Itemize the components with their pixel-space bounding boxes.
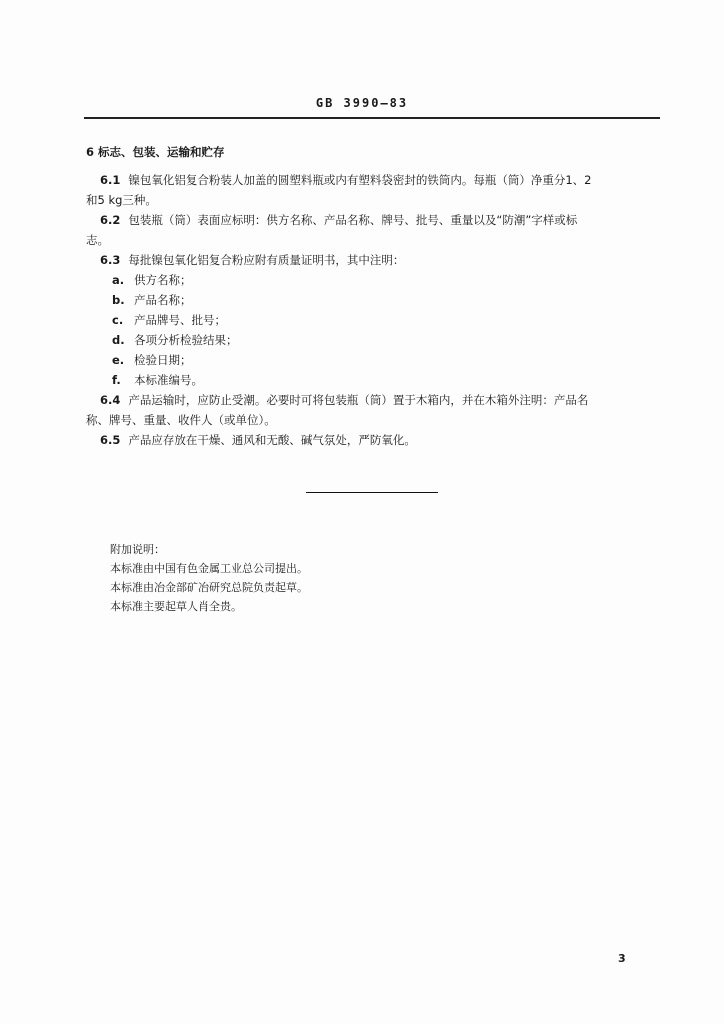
page-number: 3 bbox=[618, 952, 626, 965]
item-text: 产品名称； bbox=[134, 293, 192, 307]
clause-text: 产品运输时，应防止受潮。必要时可将包装瓶（筒）置于木箱内，并在木箱外注明：产品名 bbox=[128, 393, 589, 407]
clause-number: 6.5 bbox=[100, 433, 121, 447]
clause-6-2-continued: 志。 bbox=[86, 233, 109, 247]
item-letter: d. bbox=[112, 333, 125, 347]
list-item bbox=[86, 310, 660, 330]
clause-6-3 bbox=[86, 250, 660, 270]
item-text: 供方名称； bbox=[134, 273, 192, 287]
clause-6-2 bbox=[86, 210, 660, 230]
clause-number: 6.2 bbox=[100, 213, 121, 227]
notes-title: 附加说明： bbox=[110, 543, 165, 556]
clause-number: 6.1 bbox=[100, 173, 121, 187]
item-text: 各项分析检验结果； bbox=[134, 333, 238, 347]
certificate-items-list bbox=[86, 270, 660, 390]
standard-code: GB 3990—83 bbox=[315, 96, 409, 110]
clause-6-5 bbox=[86, 430, 660, 450]
item-letter: a. bbox=[112, 273, 125, 287]
clause-number: 6.4 bbox=[100, 393, 121, 407]
section-divider bbox=[306, 492, 438, 493]
clause-text: 包装瓶（筒）表面应标明：供方名称、产品名称、牌号、批号、重量以及“防潮”字样或标 bbox=[128, 213, 578, 227]
notes-line: 本标准由中国有色金属工业总公司提出。 bbox=[110, 562, 308, 575]
list-item bbox=[86, 350, 660, 370]
notes-line: 本标准由冶金部矿冶研究总院负责起草。 bbox=[110, 581, 308, 594]
list-item bbox=[86, 270, 660, 290]
header-rule bbox=[84, 117, 660, 119]
item-letter: c. bbox=[112, 313, 124, 327]
clause-6-4 bbox=[86, 390, 660, 410]
item-letter: b. bbox=[112, 293, 125, 307]
clause-text: 镍包氧化铝复合粉装人加盖的圆塑料瓶或内有塑料袋密封的铁筒内。每瓶（筒）净重分1、2 bbox=[128, 173, 592, 187]
clause-text: 产品应存放在干燥、通风和无酸、碱气氛处，严防氧化。 bbox=[128, 433, 416, 447]
notes-line: 本标准主要起草人肖全贵。 bbox=[110, 600, 242, 613]
item-text: 产品牌号、批号； bbox=[134, 313, 226, 327]
list-item bbox=[86, 330, 660, 350]
main-content bbox=[86, 142, 660, 450]
clause-text: 每批镍包氧化铝复合粉应附有质量证明书，其中注明： bbox=[128, 253, 405, 267]
clause-6-1 bbox=[86, 170, 660, 190]
clause-number: 6.3 bbox=[100, 253, 121, 267]
item-letter: e. bbox=[112, 353, 125, 367]
item-letter: f. bbox=[112, 373, 121, 387]
section-title: 6 标志、包装、运输和贮存 bbox=[86, 145, 225, 159]
clause-6-1-continued: 和5 kg三种。 bbox=[86, 193, 157, 207]
clause-6-4-continued: 称、牌号、重量、收件人（或单位）。 bbox=[86, 413, 276, 427]
item-text: 检验日期； bbox=[134, 353, 192, 367]
list-item bbox=[86, 370, 660, 390]
item-text: 本标准编号。 bbox=[134, 373, 203, 387]
additional-notes bbox=[110, 540, 610, 616]
list-item bbox=[86, 290, 660, 310]
